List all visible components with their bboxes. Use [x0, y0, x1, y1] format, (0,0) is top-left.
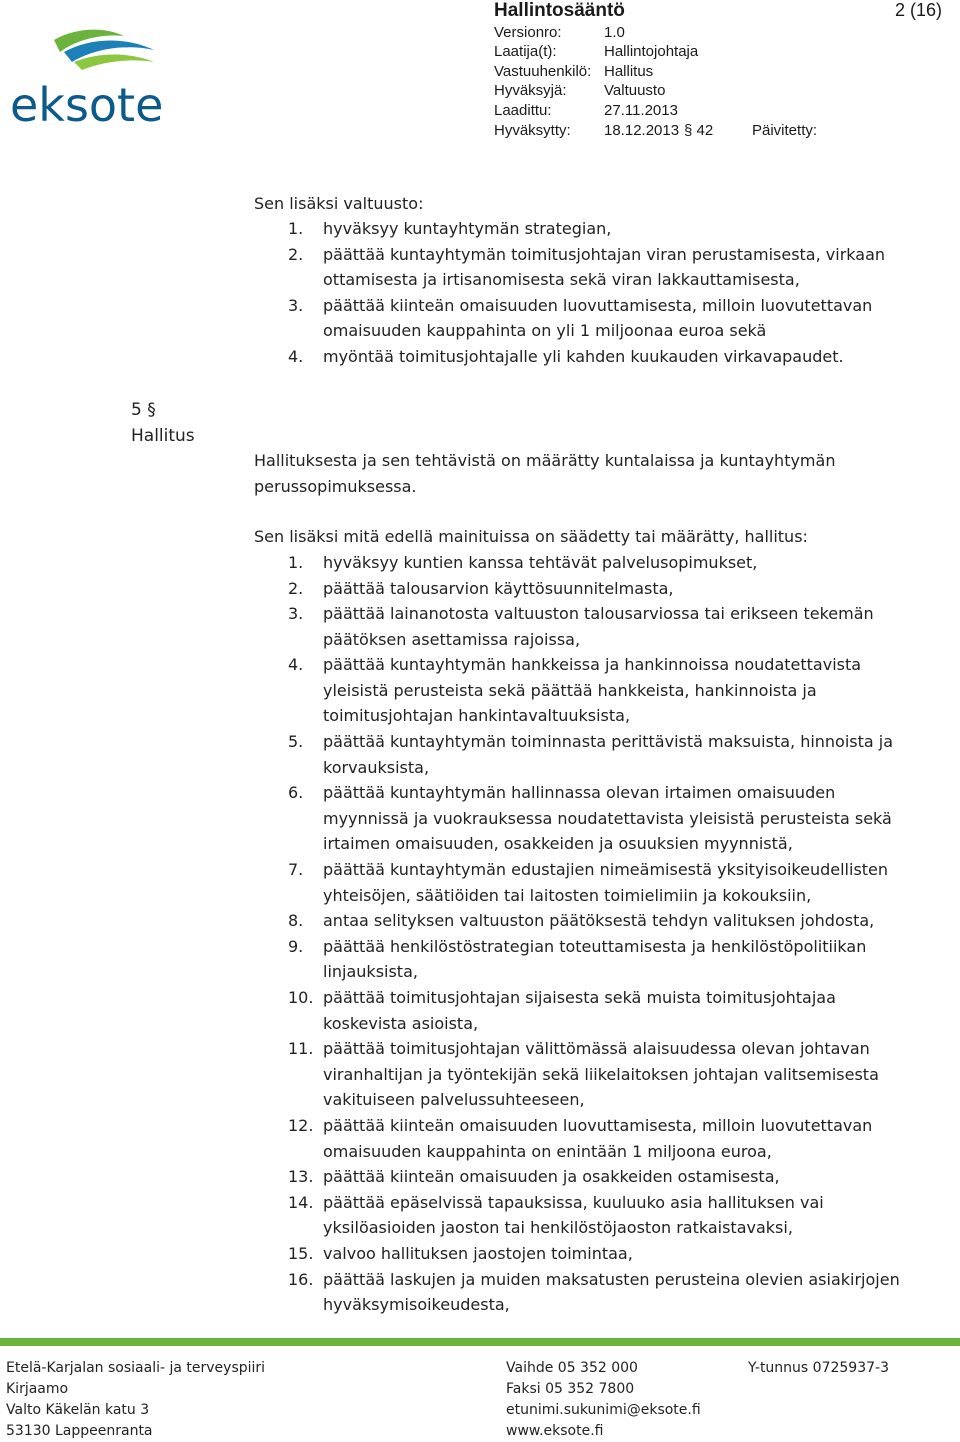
footer-fax: Faksi 05 352 7800 — [506, 1381, 635, 1397]
list-item: antaa selityksen valtuuston päätöksestä tehdyn valituksen johdosta, — [323, 911, 875, 930]
list-item-continued: ottamisesta ja irtisanomisesta sekä viran lakkauttamisesta, — [323, 270, 800, 289]
hallitus-intro: Sen lisäksi mitä edellä mainituissa on säädetty tai määrätty, hallitus: — [254, 527, 808, 546]
list-item: päättää epäselvissä tapauksissa, kuuluuko asia hallituksen vai — [323, 1193, 824, 1212]
list-number: 1. — [288, 219, 304, 238]
list-item-continued: myynnissä ja vuokrauksessa noudatettavista yleisistä perusteista sekä — [323, 809, 892, 828]
list-number: 4. — [288, 347, 304, 366]
footer-business-id: Y-tunnus 0725937-3 — [748, 1360, 889, 1376]
list-item: päättää toimitusjohtajan välittömässä alaisuudessa olevan johtavan — [323, 1039, 870, 1058]
list-item: päättää kuntayhtymän toiminnasta perittävistä maksuista, hinnoista ja — [323, 732, 894, 751]
list-item: päättää henkilöstöstrategian toteuttamisesta ja henkilöstöpolitiikan — [323, 937, 867, 956]
footer-street: Valto Käkelän katu 3 — [6, 1402, 150, 1418]
list-item: päättää talousarvion käyttösuunnitelmasta, — [323, 579, 674, 598]
list-item-continued: vakituiseen palvelussuhteeseen, — [323, 1090, 585, 1109]
valtuusto-intro: Sen lisäksi valtuusto: — [254, 194, 424, 213]
list-item: hyväksyy kuntayhtymän strategian, — [323, 219, 612, 238]
list-item: päättää kiinteän omaisuuden luovuttamisesta, milloin luovutettavan — [323, 296, 873, 315]
meta-value: Hallitus — [604, 63, 654, 80]
meta-section-ref: § 42 — [684, 122, 714, 139]
meta-label: Hyväksyjä: — [494, 82, 567, 99]
list-item: päättää kuntayhtymän hankkeissa ja hankinnoissa noudatettavista — [323, 655, 862, 674]
list-number: 4. — [288, 655, 304, 674]
logo-wordmark: eksote — [10, 78, 164, 132]
list-number: 12. — [288, 1116, 314, 1135]
list-number: 14. — [288, 1193, 314, 1212]
meta-label: Vastuuhenkilö: — [494, 63, 592, 80]
list-item: päättää kuntayhtymän toimitusjohtajan viran perustamisesta, virkaan — [323, 245, 886, 264]
list-item: päättää kiinteän omaisuuden ja osakkeiden ostamisesta, — [323, 1167, 780, 1186]
meta-updated-label: Päivitetty: — [752, 122, 818, 139]
list-item-continued: päätöksen asettamissa rajoissa, — [323, 630, 581, 649]
footer-phone: Vaihde 05 352 000 — [506, 1360, 638, 1376]
list-number: 5. — [288, 732, 304, 751]
list-item-continued: linjauksista, — [323, 962, 418, 981]
list-item: päättää kuntayhtymän hallinnassa olevan irtaimen omaisuuden — [323, 783, 836, 802]
meta-label: Versionro: — [494, 24, 562, 41]
meta-label: Hyväksytty: — [494, 122, 571, 139]
list-item-continued: omaisuuden kauppahinta on enintään 1 miljoona euroa, — [323, 1142, 772, 1161]
section-paragraph-continued: perussopimuksessa. — [254, 477, 417, 496]
list-item-continued: viranhaltijan ja työntekijän sekä liikelaitoksen johtajan valitsemisesta — [323, 1065, 879, 1084]
meta-value: 1.0 — [604, 24, 625, 41]
page-number: 2 (16) — [894, 0, 942, 20]
list-item-continued: hyväksymisoikeudesta, — [323, 1295, 510, 1314]
list-number: 11. — [288, 1039, 314, 1058]
list-item: päättää toimitusjohtajan sijaisesta sekä muista toimitusjohtajaa — [323, 988, 836, 1007]
list-number: 3. — [288, 604, 304, 623]
footer-postal: 53130 Lappeenranta — [6, 1423, 153, 1439]
section-paragraph: Hallituksesta ja sen tehtävistä on määrätty kuntalaissa ja kuntayhtymän — [254, 451, 836, 470]
list-item-continued: yleisistä perusteista sekä päättää hankkeista, hankinnoista ja — [323, 681, 817, 700]
meta-value: 27.11.2013 — [604, 102, 678, 119]
list-number: 7. — [288, 860, 304, 879]
list-item: päättää laskujen ja muiden maksatusten perusteina olevien asiakirjojen — [323, 1270, 900, 1289]
list-number: 2. — [288, 245, 304, 264]
list-item-continued: koskevista asioista, — [323, 1014, 479, 1033]
list-item: valvoo hallituksen jaostojen toimintaa, — [323, 1244, 633, 1263]
list-number: 2. — [288, 579, 304, 598]
list-number: 3. — [288, 296, 304, 315]
footer-email[interactable]: etunimi.sukunimi@eksote.fi — [506, 1402, 701, 1418]
list-number: 16. — [288, 1270, 314, 1289]
list-item-continued: irtaimen omaisuuden, osakkeiden ja osuuksien myynnistä, — [323, 834, 793, 853]
list-item: päättää kiinteän omaisuuden luovuttamisesta, milloin luovutettavan — [323, 1116, 873, 1135]
list-item: päättää kuntayhtymän edustajien nimeämisestä yksityisoikeudellisten — [323, 860, 889, 879]
section-title: Hallitus — [131, 426, 195, 446]
list-number: 8. — [288, 911, 304, 930]
list-number: 1. — [288, 553, 304, 572]
footer-organization: Etelä-Karjalan sosiaali- ja terveyspiiri — [6, 1360, 266, 1376]
eksote-logo — [4, 22, 164, 132]
list-item-continued: omaisuuden kauppahinta on yli 1 miljoonaa euroa sekä — [323, 321, 767, 340]
document-title: Hallintosääntö — [494, 0, 625, 21]
list-number: 6. — [288, 783, 304, 802]
meta-value: Hallintojohtaja — [604, 43, 699, 60]
meta-value: 18.12.2013 — [604, 122, 680, 139]
list-number: 13. — [288, 1167, 314, 1186]
list-item-continued: korvauksista, — [323, 758, 430, 777]
list-item: myöntää toimitusjohtajalle yli kahden kuukauden virkavapaudet. — [323, 347, 844, 366]
list-item-continued: toimitusjohtajan hankintavaltuuksista, — [323, 706, 631, 725]
footer-registry: Kirjaamo — [6, 1381, 69, 1397]
section-number: 5 § — [131, 400, 156, 420]
footer-divider — [0, 1338, 960, 1346]
list-item: päättää lainanotosta valtuuston talousarviossa tai erikseen tekemän — [323, 604, 874, 623]
list-number: 10. — [288, 988, 314, 1007]
meta-label: Laadittu: — [494, 102, 552, 119]
list-number: 9. — [288, 937, 304, 956]
meta-label: Laatija(t): — [494, 43, 557, 60]
list-item-continued: yhteisöjen, säätiöiden tai laitosten toimielimiin ja kokouksiin, — [323, 886, 812, 905]
meta-value: Valtuusto — [604, 82, 666, 99]
list-number: 15. — [288, 1244, 314, 1263]
list-item-continued: yksilöasioiden jaoston tai henkilöstöjaoston ratkaistavaksi, — [323, 1218, 793, 1237]
footer-website[interactable]: www.eksote.fi — [506, 1423, 604, 1439]
list-item: hyväksyy kuntien kanssa tehtävät palvelusopimukset, — [323, 553, 758, 572]
